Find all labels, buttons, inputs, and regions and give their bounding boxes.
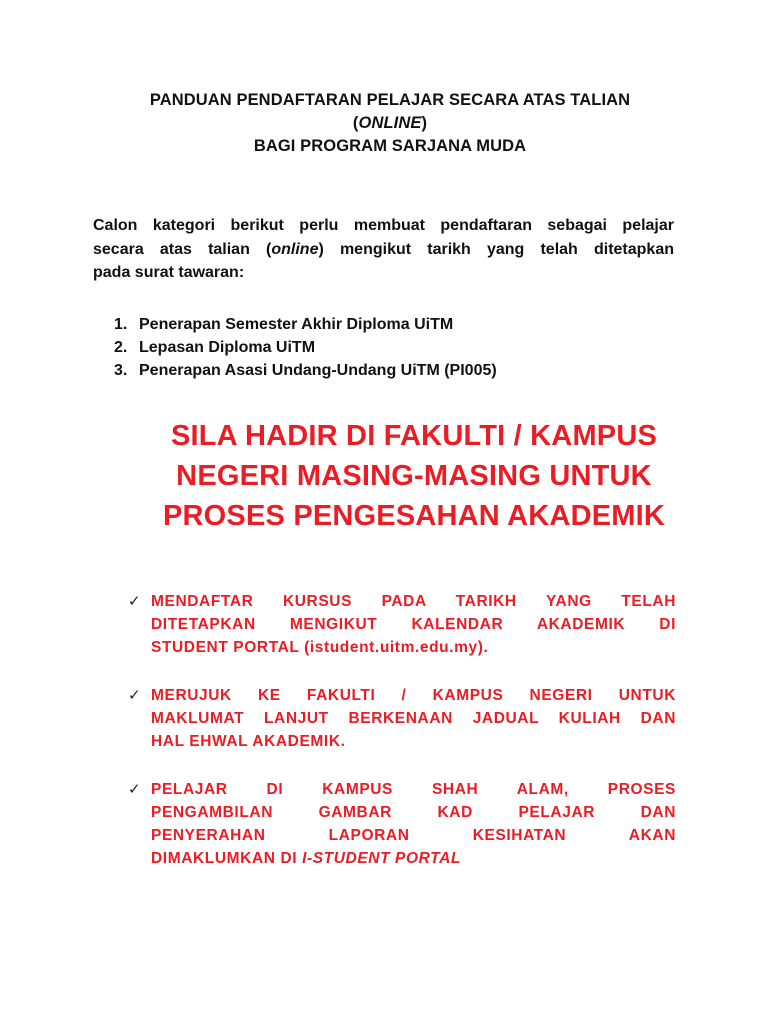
- notice-line-1: SILA HADIR DI FAKULTI / KAMPUS: [170, 420, 658, 452]
- checklist-item: ✓ MENDAFTAR KURSUS PADA TARIKH YANG TELAH DITETAPKAN MENGIKUT KALENDAR AKADEMIK DI STUDENT PORTAL (istudent.uitm.edu.my).: [128, 592, 676, 656]
- checkmark-icon: ✓: [128, 686, 142, 704]
- intro-line-1: Calon kategori berikut perlu membuat pendaftaran sebagai pelajar: [93, 217, 674, 234]
- attendance-notice: [120, 416, 708, 536]
- intro-paragraph: [93, 214, 674, 285]
- title-line-2: (ONLINE): [352, 114, 428, 132]
- notice-line-3: PROSES PENGESAHAN AKADEMIK: [162, 500, 666, 532]
- criteria-item: 1. Penerapan Semester Akhir Diploma UiTM: [114, 316, 454, 333]
- checklist-item: ✓ PELAJAR DI KAMPUS SHAH ALAM, PROSES PENGAMBILAN GAMBAR KAD PELAJAR DAN PENYERAHAN LAPORAN KESIHATAN AKAN DIMAKLUMKAN DI I-STUDENT PORTAL: [128, 780, 676, 867]
- intro-online-italic: online: [271, 240, 319, 258]
- document-title: [90, 89, 690, 158]
- notice-line-2: NEGERI MASING-MASING UNTUK: [176, 460, 652, 492]
- title-line-1: PANDUAN PENDAFTARAN PELAJAR SECARA ATAS TALIAN: [149, 91, 631, 109]
- checklist: [128, 590, 676, 895]
- checkmark-icon: ✓: [128, 780, 142, 798]
- intro-line-2: secara atas talian (online) mengikut tarikh yang telah ditetapkan: [93, 240, 674, 258]
- title-online-italic: ONLINE: [358, 114, 422, 132]
- criteria-item: 2. Lepasan Diploma UiTM: [114, 339, 316, 356]
- intro-line-3: pada surat tawaran:: [93, 264, 245, 281]
- criteria-list: [114, 313, 497, 382]
- title-line-3: BAGI PROGRAM SARJANA MUDA: [253, 137, 527, 155]
- checkmark-icon: ✓: [128, 592, 142, 610]
- checklist-item: ✓ MERUJUK KE FAKULTI / KAMPUS NEGERI UNTUK MAKLUMAT LANJUT BERKENAAN JADUAL KULIAH DAN HAL EHWAL AKADEMIK.: [128, 686, 676, 750]
- istudent-portal-italic: I-STUDENT PORTAL: [302, 850, 461, 867]
- criteria-item: 3. Penerapan Asasi Undang-Undang UiTM (PI005): [114, 362, 497, 379]
